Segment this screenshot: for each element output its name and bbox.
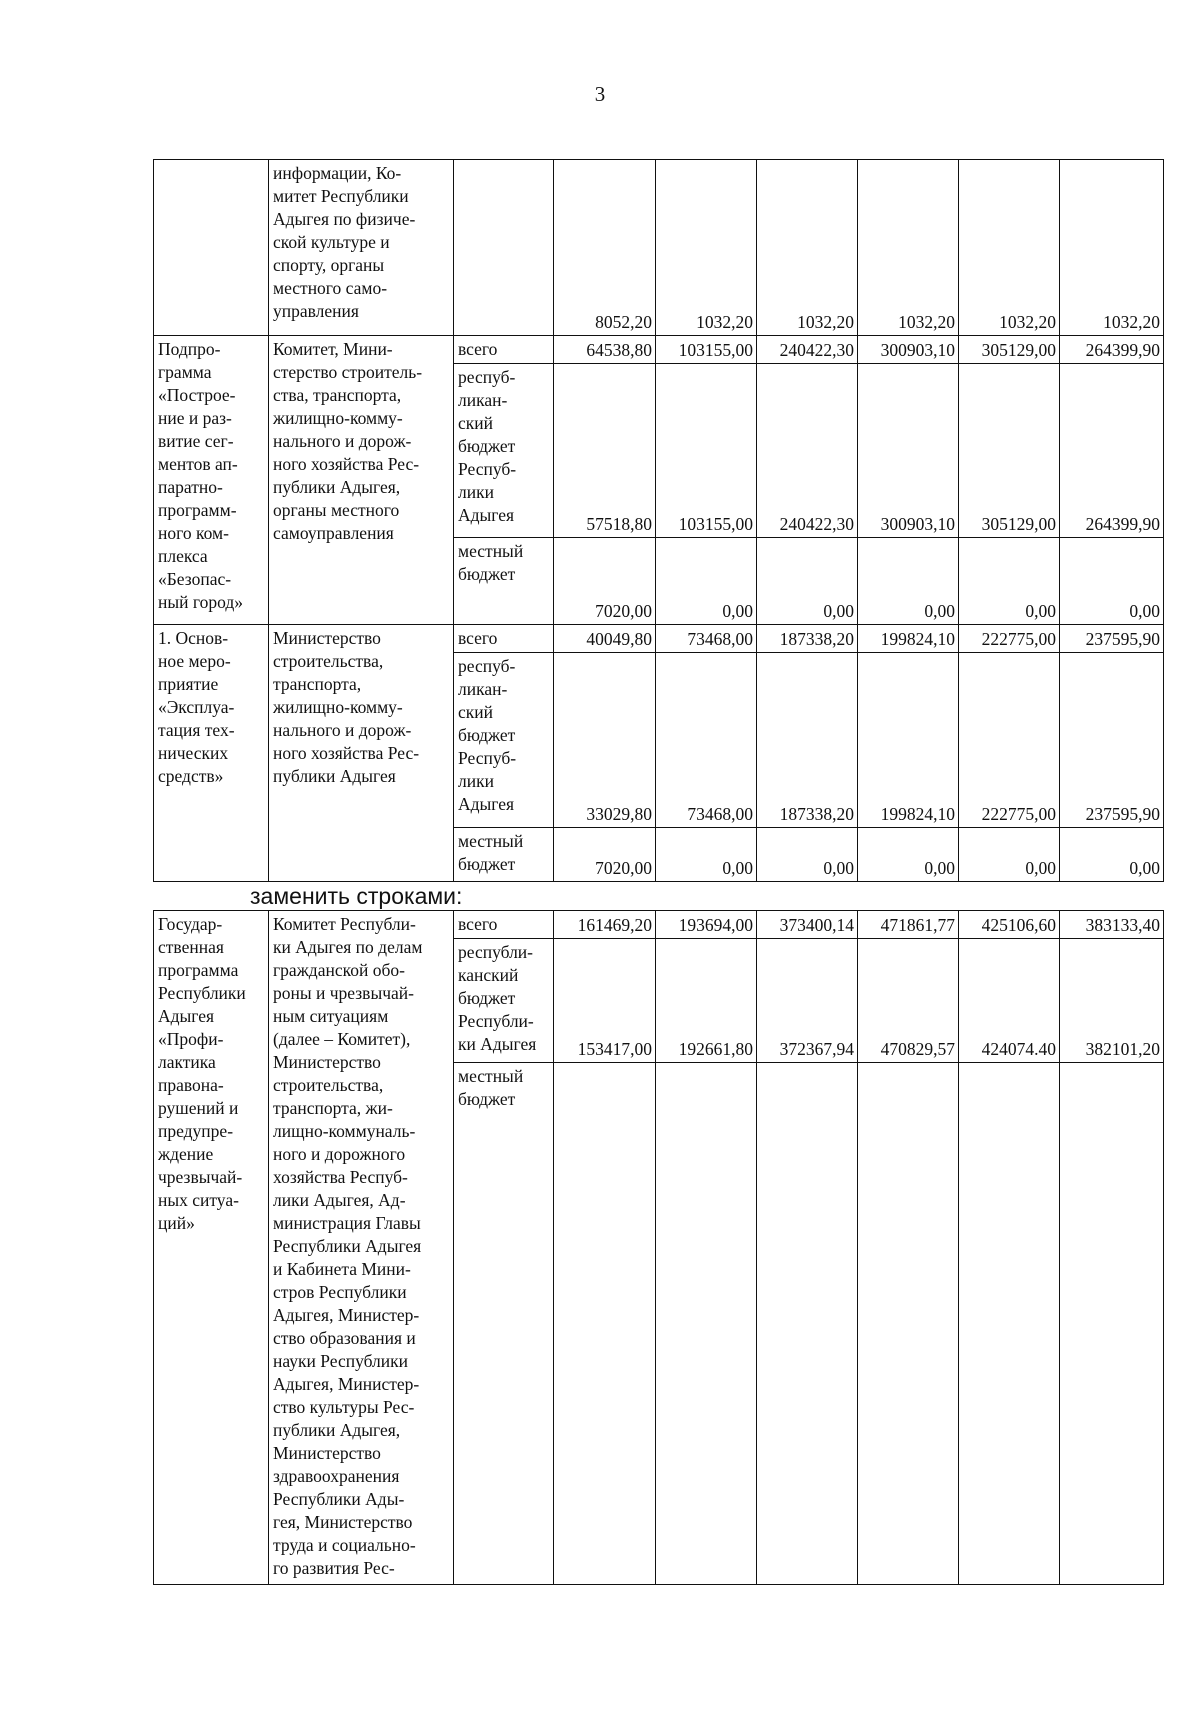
- value-cell: 305129,00: [959, 364, 1060, 538]
- value-cell: 0,00: [1060, 538, 1164, 625]
- value-cell: 64538,80: [554, 336, 656, 364]
- source-label-cell: респуб- ликан- ский бюджет Респуб- лики Адыгея: [454, 653, 554, 828]
- value-cell: 187338,20: [757, 625, 858, 653]
- source-label-cell: местный бюджет: [454, 1063, 554, 1585]
- value-cell: 0,00: [1060, 828, 1164, 882]
- program-executors-cell: Комитет Республи- ки Адыгея по делам гражданской обо- роны и чрезвычай- ным ситуациям (далее – Комитет), Министерство строительства, транспорта, жи- лищно-коммуналь- ного и дорожного хозяйства Респуб- лики Адыгея, Ад- министрация Главы Республики Адыгея и Кабинета Мини- стров Республики Адыгея, Министер- ство образования и науки Республики Адыгея, Министер- ство культуры Рес- публики Адыгея, Министерство здравоохранения Республики Ады- гея, Министерство труда и социально- го развития Рес-: [269, 911, 454, 1585]
- table-row-program-total: [154, 911, 1164, 939]
- value-cell: 470829,57: [858, 939, 959, 1063]
- source-label-cell: всего: [454, 911, 554, 939]
- value-cell: 305129,00: [959, 336, 1060, 364]
- value-cell: 1032,20: [858, 160, 959, 336]
- value-cell: [554, 1063, 656, 1585]
- value-cell: 103155,00: [656, 364, 757, 538]
- budget-table-replacement: [153, 910, 1164, 1585]
- value-cell: 33029,80: [554, 653, 656, 828]
- value-cell: 383133,40: [1060, 911, 1164, 939]
- value-cell: 264399,90: [1060, 364, 1164, 538]
- executors-cell: информации, Ко- митет Республики Адыгея по физиче- ской культуре и спорту, органы местного само- управления: [269, 160, 454, 336]
- value-cell: 192661,80: [656, 939, 757, 1063]
- value-cell: 193694,00: [656, 911, 757, 939]
- value-cell: 0,00: [757, 828, 858, 882]
- value-cell: 57518,80: [554, 364, 656, 538]
- value-cell: 7020,00: [554, 828, 656, 882]
- value-cell: 161469,20: [554, 911, 656, 939]
- value-cell: 471861,77: [858, 911, 959, 939]
- event-name-cell: 1. Основ- ное меро- приятие «Эксплуа- тация тех- нических средств»: [154, 625, 269, 882]
- value-cell: 372367,94: [757, 939, 858, 1063]
- source-label-cell: республи- канский бюджет Республи- ки Адыгея: [454, 939, 554, 1063]
- value-cell: 1032,20: [656, 160, 757, 336]
- value-cell: 199824,10: [858, 653, 959, 828]
- value-cell: 0,00: [656, 538, 757, 625]
- value-cell: 73468,00: [656, 625, 757, 653]
- value-cell: [656, 1063, 757, 1585]
- value-cell: 1032,20: [757, 160, 858, 336]
- value-cell: 153417,00: [554, 939, 656, 1063]
- value-cell: 240422,30: [757, 364, 858, 538]
- value-cell: 199824,10: [858, 625, 959, 653]
- replace-caption: заменить строками:: [250, 883, 463, 909]
- value-cell: 1032,20: [959, 160, 1060, 336]
- source-label-cell: респуб- ликан- ский бюджет Респуб- лики Адыгея: [454, 364, 554, 538]
- table-row-subprogram-total: [154, 336, 1164, 364]
- value-cell: 300903,10: [858, 336, 959, 364]
- table-row-continuation: [154, 160, 1164, 336]
- value-cell: 187338,20: [757, 653, 858, 828]
- value-cell: 0,00: [656, 828, 757, 882]
- page-number: 3: [594, 82, 606, 106]
- value-cell: 0,00: [959, 538, 1060, 625]
- value-cell: 222775,00: [959, 625, 1060, 653]
- value-cell: 0,00: [858, 538, 959, 625]
- value-cell: 8052,20: [554, 160, 656, 336]
- value-cell: [1060, 1063, 1164, 1585]
- source-cell: [454, 160, 554, 336]
- value-cell: [959, 1063, 1060, 1585]
- value-cell: 73468,00: [656, 653, 757, 828]
- program-name-cell: [154, 160, 269, 336]
- value-cell: [858, 1063, 959, 1585]
- subprogram-name-cell: Подпро- грамма «Построе- ние и раз- витие сег- ментов ап- паратно- программ- ного ком- плекса «Безопас- ный город»: [154, 336, 269, 625]
- value-cell: 373400,14: [757, 911, 858, 939]
- value-cell: 40049,80: [554, 625, 656, 653]
- subprogram-executors-cell: Комитет, Мини- стерство строитель- ства, транспорта, жилищно-комму- нального и дорож- ного хозяйства Рес- публики Адыгея, органы местного самоуправления: [269, 336, 454, 625]
- value-cell: 240422,30: [757, 336, 858, 364]
- value-cell: 103155,00: [656, 336, 757, 364]
- value-cell: 1032,20: [1060, 160, 1164, 336]
- value-cell: [757, 1063, 858, 1585]
- table-row-event-total: [154, 625, 1164, 653]
- source-label-cell: местный бюджет: [454, 538, 554, 625]
- event-executors-cell: Министерство строительства, транспорта, жилищно-комму- нального и дорож- ного хозяйства Рес- публики Адыгея: [269, 625, 454, 882]
- source-label-cell: всего: [454, 625, 554, 653]
- value-cell: 300903,10: [858, 364, 959, 538]
- value-cell: 222775,00: [959, 653, 1060, 828]
- value-cell: 0,00: [757, 538, 858, 625]
- value-cell: 425106,60: [959, 911, 1060, 939]
- budget-table-original: [153, 159, 1164, 882]
- value-cell: 237595,90: [1060, 653, 1164, 828]
- program-name-cell: Государ- ственная программа Республики Адыгея «Профи- лактика правона- рушений и предупре- ждение чрезвычай- ных ситуа- ций»: [154, 911, 269, 1585]
- value-cell: 0,00: [959, 828, 1060, 882]
- value-cell: 7020,00: [554, 538, 656, 625]
- source-label-cell: местный бюджет: [454, 828, 554, 882]
- source-label-cell: всего: [454, 336, 554, 364]
- value-cell: 0,00: [858, 828, 959, 882]
- value-cell: 237595,90: [1060, 625, 1164, 653]
- value-cell: 382101,20: [1060, 939, 1164, 1063]
- value-cell: 264399,90: [1060, 336, 1164, 364]
- value-cell: 424074.40: [959, 939, 1060, 1063]
